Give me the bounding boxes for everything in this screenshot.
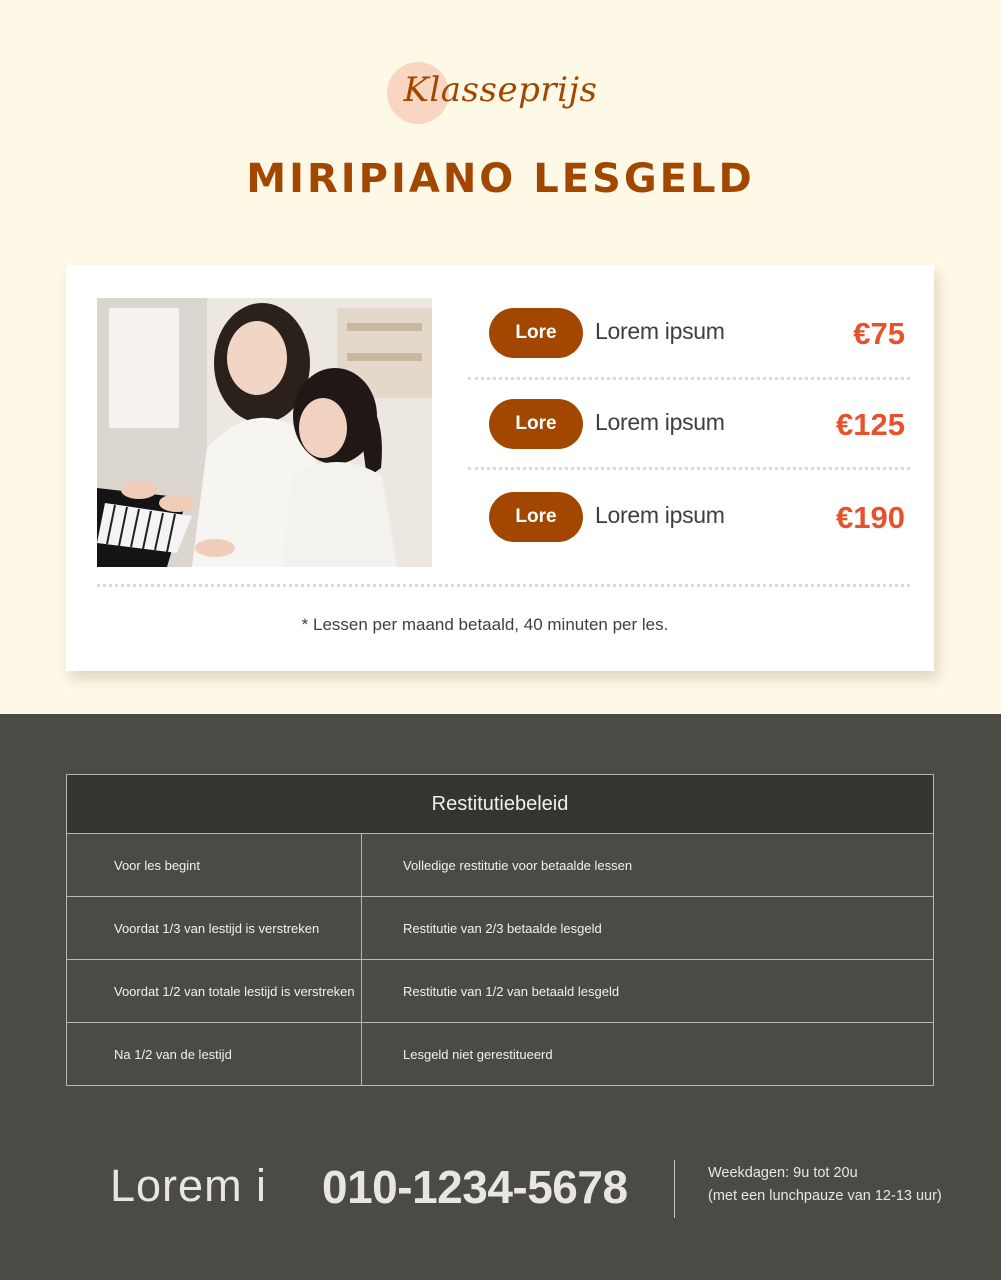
script-title: Klasseprijs — [403, 70, 598, 110]
price-row — [489, 399, 909, 451]
refund-policy-table — [66, 774, 934, 1086]
policy-condition: Voordat 1/3 van lestijd is verstreken — [67, 897, 362, 960]
price-note: * Lessen per maand betaald, 40 minuten per les. — [301, 615, 669, 634]
table-row — [67, 960, 934, 1023]
policy-refund: Restitutie van 2/3 betaalde lesgeld — [362, 897, 934, 960]
policy-refund: Volledige restitutie voor betaalde lessen — [362, 834, 934, 897]
table-row — [67, 834, 934, 897]
price-amount: €125 — [836, 407, 905, 442]
opening-hours — [708, 1162, 942, 1208]
policy-refund: Restitutie van 1/2 van betaald lesgeld — [362, 960, 934, 1023]
policy-refund: Lesgeld niet gerestitueerd — [362, 1023, 934, 1086]
price-label: Lorem ipsum — [595, 502, 725, 528]
price-amount: €190 — [836, 500, 905, 535]
price-badge: Lore — [489, 492, 583, 542]
table-row — [67, 1023, 934, 1086]
table-row — [67, 897, 934, 960]
policy-heading: Restitutiebeleid — [67, 775, 934, 834]
price-amount: €75 — [853, 316, 905, 351]
dotted-divider — [97, 584, 910, 587]
policy-condition: Voordat 1/2 van totale lestijd is verstreken — [67, 960, 362, 1023]
dotted-divider — [468, 467, 910, 470]
policy-condition: Na 1/2 van de lestijd — [67, 1023, 362, 1086]
price-row — [489, 308, 909, 360]
price-badge: Lore — [489, 308, 583, 358]
price-card — [66, 265, 934, 671]
phone-number[interactable]: 010-1234-5678 — [322, 1161, 628, 1213]
page-title: MIRIPIANO LESGELD — [246, 156, 755, 202]
price-label: Lorem ipsum — [595, 409, 725, 435]
hours-line: Weekdagen: 9u tot 20u — [708, 1165, 858, 1181]
hours-line: (met een lunchpauze van 12-13 uur) — [708, 1188, 942, 1204]
piano-lesson-illustration — [97, 298, 432, 567]
price-label: Lorem ipsum — [595, 318, 725, 344]
footer-name: Lorem i — [110, 1160, 268, 1211]
price-badge: Lore — [489, 399, 583, 449]
price-row — [489, 492, 909, 544]
footer-divider — [674, 1160, 675, 1218]
piano-lesson-photo — [97, 298, 432, 567]
policy-condition: Voor les begint — [67, 834, 362, 897]
dotted-divider — [468, 377, 910, 380]
